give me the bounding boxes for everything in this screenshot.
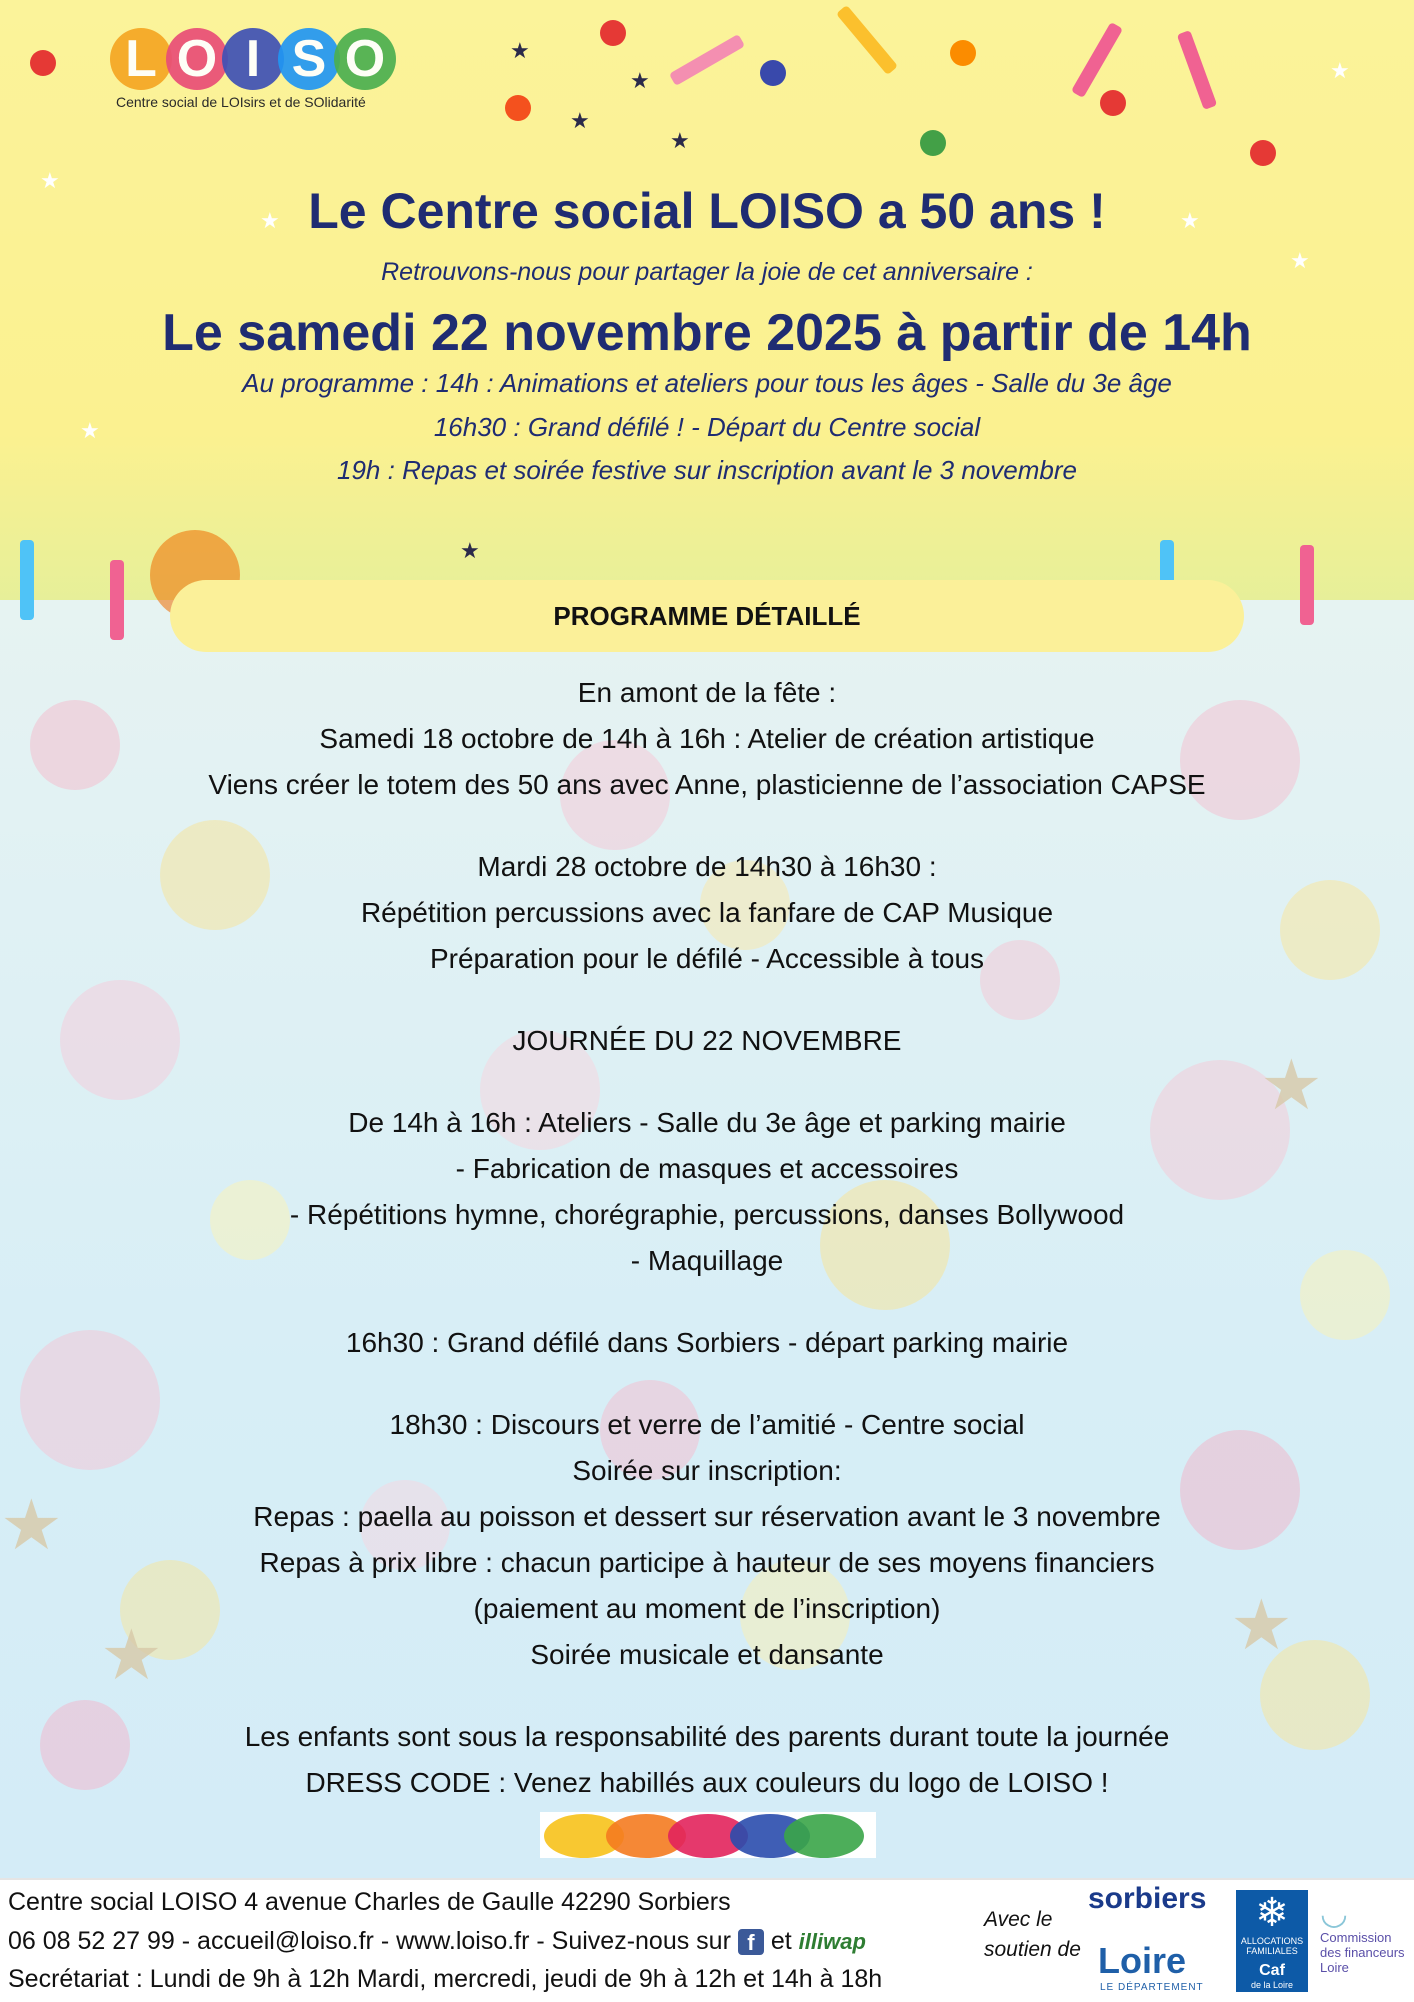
program-section-heading: JOURNÉE DU 22 NOVEMBRE	[512, 1025, 902, 1056]
support-label: Avec le	[984, 1908, 1053, 1931]
program-line: Soirée sur inscription:	[572, 1455, 842, 1486]
illiwap-logo[interactable]: illiwap	[798, 1929, 866, 1955]
program-line: Samedi 18 octobre de 14h à 16h : Atelier de création artistique	[319, 723, 1095, 754]
program-line: Répétition percussions avec la fanfare de CAP Musique	[360, 897, 1054, 928]
footer-and: et	[770, 1927, 792, 1955]
program-line: Repas à prix libre : chacun participe à hauteur de ses moyens financiers	[259, 1547, 1155, 1578]
programme-banner: PROGRAMME DÉTAILLÉ	[170, 580, 1244, 652]
commission-text: Commission	[1320, 1930, 1392, 1945]
caf-logo	[1236, 1890, 1308, 1992]
program-line: Repas : paella au poisson et dessert sur réservation avant le 3 novembre	[253, 1501, 1161, 1532]
footer-contact-text: 06 08 52 27 99 - accueil@loiso.fr - www.loiso.fr - Suivez-nous sur	[8, 1927, 731, 1955]
program-line: De 14h à 16h : Ateliers - Salle du 3e âge et parking mairie	[348, 1107, 1066, 1138]
caf-name: Caf	[1259, 1962, 1285, 1979]
logo-letter: O	[334, 28, 396, 90]
logo-letter: O	[166, 28, 228, 90]
loire-logo: Loire	[1098, 1940, 1187, 1981]
smile-icon: ◡	[1320, 1895, 1348, 1931]
logo-letter: L	[110, 28, 172, 90]
loire-subtitle: LE DÉPARTEMENT	[1100, 1982, 1204, 1993]
program-line: - Maquillage	[630, 1245, 784, 1276]
program-summary-line: Au programme : 14h : Animations et ateliers pour tous les âges - Salle du 3e âge	[242, 368, 1172, 398]
program-summary-line: 19h : Repas et soirée festive sur inscription avant le 3 novembre	[337, 455, 1077, 485]
program-line: En amont de la fête :	[577, 677, 837, 708]
program-line: Soirée musicale et dansante	[530, 1639, 884, 1670]
page-title: Le Centre social LOISO a 50 ans !	[308, 183, 1106, 239]
commission-logo	[1320, 1896, 1412, 1975]
caf-small-text: ALLOCATIONS FAMILIALES	[1240, 1936, 1304, 1956]
program-line: 16h30 : Grand défilé dans Sorbiers - départ parking mairie	[345, 1327, 1069, 1358]
page-subtitle: Retrouvons-nous pour partager la joie de cet anniversaire :	[381, 258, 1033, 286]
logo-letter: S	[278, 28, 340, 90]
event-date: Le samedi 22 novembre 2025 à partir de 14h	[162, 304, 1252, 362]
loiso-logo	[110, 28, 390, 110]
support-label: soutien de	[984, 1938, 1081, 1961]
program-line: Viens créer le totem des 50 ans avec Anne, plasticienne de l’association CAPSE	[208, 769, 1206, 800]
program-line: Les enfants sont sous la responsabilité des parents durant toute la journée	[244, 1721, 1170, 1752]
commission-text: Loire	[1320, 1960, 1349, 1975]
color-dot	[784, 1814, 864, 1858]
caf-sub: de la Loire	[1250, 1980, 1294, 1990]
program-line: Mardi 28 octobre de 14h30 à 16h30 :	[477, 851, 937, 882]
program-line: (paiement au moment de l’inscription)	[473, 1593, 941, 1624]
program-summary-line: 16h30 : Grand défilé ! - Départ du Centre social	[433, 412, 981, 442]
logo-letter: I	[222, 28, 284, 90]
commission-text: des financeurs	[1320, 1945, 1405, 1960]
logo-subtitle: Centre social de LOIsirs et de SOlidarité	[116, 94, 366, 110]
dress-code-line: DRESS CODE : Venez habillés aux couleurs du logo de LOISO !	[305, 1767, 1109, 1798]
sorbiers-logo: sorbiers	[1088, 1882, 1207, 1915]
footer-contact	[8, 1927, 866, 1956]
program-line: - Répétitions hymne, chorégraphie, percussions, danses Bollywood	[289, 1199, 1125, 1230]
footer-address: Centre social LOISO 4 avenue Charles de Gaulle 42290 Sorbiers	[8, 1888, 731, 1916]
program-line: Préparation pour le défilé - Accessible à tous	[429, 943, 985, 974]
program-line: - Fabrication de masques et accessoires	[455, 1153, 959, 1184]
footer-hours: Secrétariat : Lundi de 9h à 12h Mardi, mercredi, jeudi de 9h à 12h et 14h à 18h	[8, 1965, 883, 1993]
logo-color-dots	[540, 1812, 876, 1858]
caf-snowflake-icon: ❄	[1255, 1891, 1289, 1935]
facebook-icon[interactable]: f	[738, 1929, 764, 1955]
program-line: 18h30 : Discours et verre de l’amitié - Centre social	[389, 1409, 1025, 1440]
